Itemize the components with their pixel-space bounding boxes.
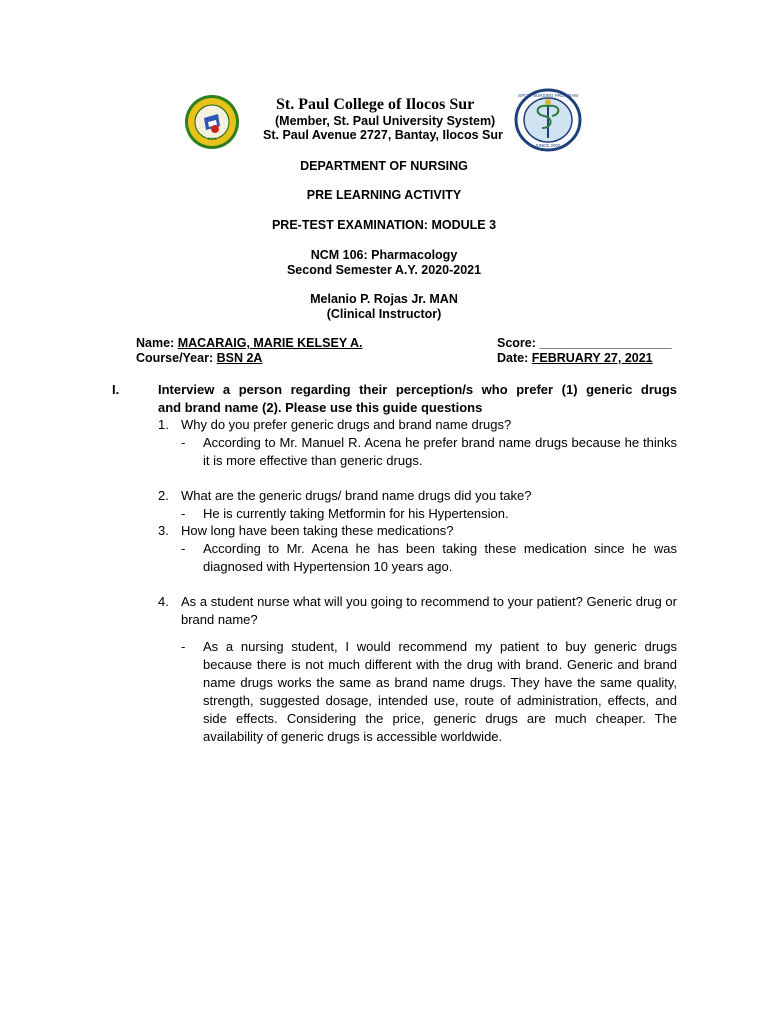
answer-3-dash: - [181,541,186,556]
score-row [497,336,671,350]
question-4-number: 4. [158,594,169,609]
exam-title: PRE-TEST EXAMINATION: MODULE 3 [271,218,497,232]
nursing-program-seal-logo [514,88,582,152]
member-line: (Member, St. Paul University System) [275,114,496,128]
answer-4-text: As a nursing student, I would recommend my patient to buy generic drugs because there is not much different with the drug with brand. Generic and brand name drugs works the same as brand name drugs. They have the same quality, strength, suggested dosage, intended use, route of administration, effects, and side effects. Considering the price, generic drugs are much cheaper. The availability of generic drugs is accessible worldwide. [203,639,677,744]
date-value: FEBRUARY 27, 2021 [531,351,653,365]
answer-4-dash: - [181,639,186,654]
question-3-text: How long have been taking these medications? [181,523,454,538]
answer-2-dash: - [181,506,186,521]
instructor-name: Melanio P. Rojas Jr. MAN [310,292,458,306]
question-2-number: 2. [158,488,169,503]
course-value: BSN 2A [216,351,263,365]
svg-text:SINCE 2002: SINCE 2002 [535,143,561,148]
answer-3-text: According to Mr. Acena he has been taking these medication since he was diagnosed with Hypertension 10 years ago. [203,541,677,574]
instruction-line-2: and brand name (2). Please use this guide questions [158,400,483,415]
school-address: St. Paul Avenue 2727, Bantay, Ilocos Sur [263,128,503,142]
course-label: Course/Year: [136,351,214,365]
date-label: Date: [497,351,529,365]
name-label: Name: [136,336,175,350]
section-numeral: I. [112,382,120,397]
score-label: Score: [497,336,536,350]
course-title: NCM 106: Pharmacology [310,248,458,262]
answer-2-text: He is currently taking Metformin for his Hypertension. [203,506,509,521]
svg-text:1923: 1923 [207,136,217,141]
instructor-role: (Clinical Instructor) [326,307,442,321]
question-1-number: 1. [158,417,169,432]
question-4-text: As a student nurse what will you going to recommend to your patient? Generic drug or brand name? [181,594,677,627]
date-row [497,351,653,365]
question-1-text: Why do you prefer generic drugs and brand name drugs? [181,417,512,432]
semester-title: Second Semester A.Y. 2020-2021 [286,263,482,277]
school-name: St. Paul College of Ilocos Sur [276,96,475,113]
question-2-text: What are the generic drugs/ brand name drugs did you take? [181,488,532,503]
question-3-number: 3. [158,523,169,538]
student-name-row [136,336,398,350]
instruction-line-1: Interview a person regarding their perception/s who prefer (1) generic drugs [158,382,677,397]
name-value: MACARAIG, MARIE KELSEY A. [177,336,363,350]
svg-text:SPCIS NURSING PROGRAM: SPCIS NURSING PROGRAM [517,93,579,98]
college-seal-logo [184,94,240,150]
answer-1-text: According to Mr. Manuel R. Acena he prefer brand name drugs because he thinks it is more effective than generic drugs. [203,435,677,468]
department-title: DEPARTMENT OF NURSING [300,159,468,173]
answer-1-dash: - [181,435,186,450]
activity-title: PRE LEARNING ACTIVITY [306,188,462,202]
section-instruction [158,381,677,417]
score-value: ___________________ [539,336,672,350]
course-year-row [136,351,262,365]
